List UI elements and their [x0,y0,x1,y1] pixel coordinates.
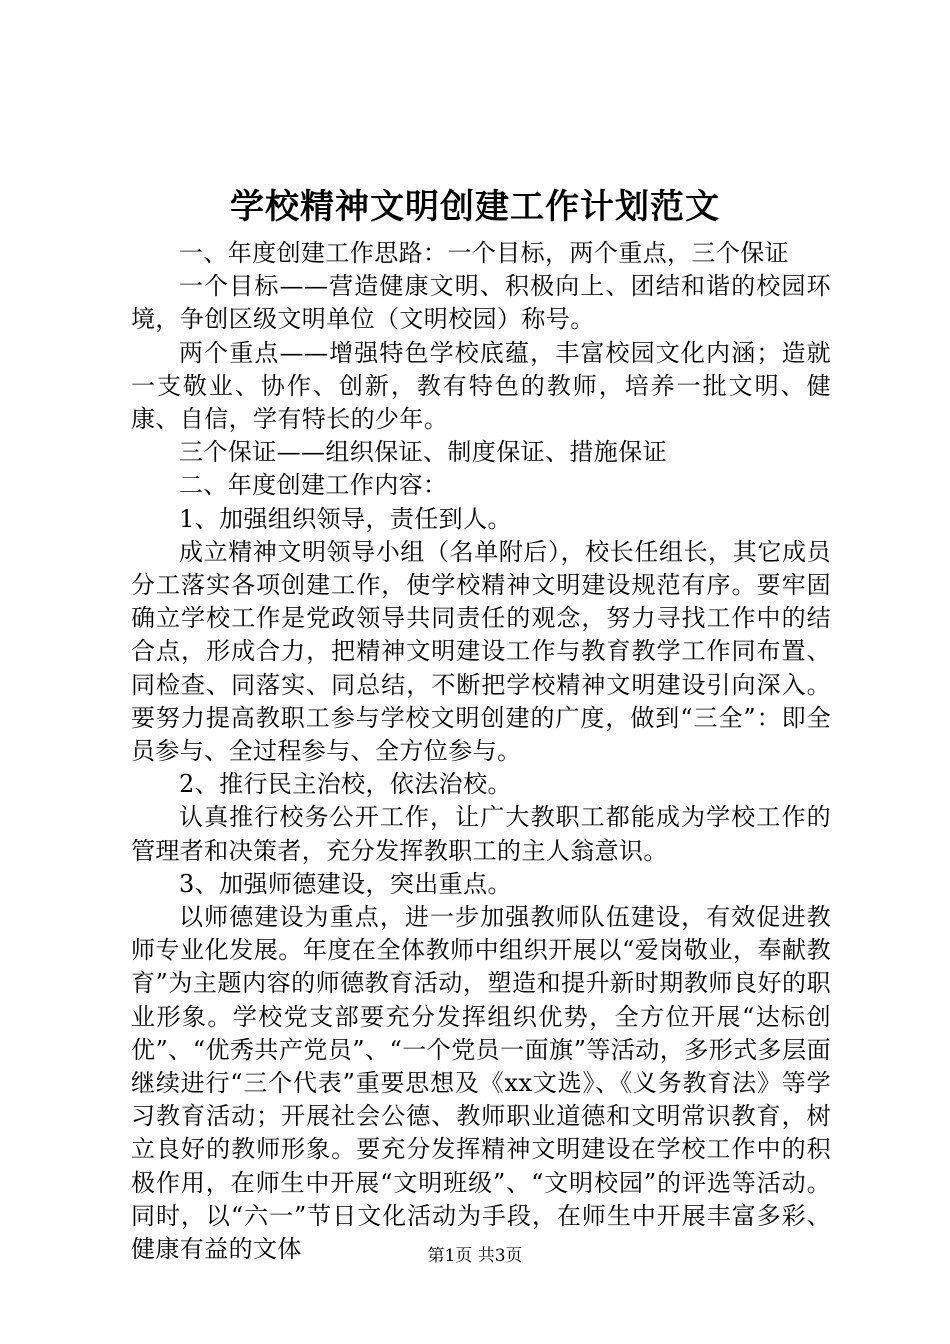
paragraph: 三个保证——组织保证、制度保证、措施保证 [179,438,667,467]
paragraph: 二、年度创建工作内容： [179,471,448,500]
paragraph: 3、加强师德建设，突出重点。 [179,869,512,898]
document-title: 学校精神文明创建工作计划范文 [230,187,720,227]
page-footer: 第1页 共3页 [427,1246,523,1266]
paragraph: 一个目标——营造健康文明、积极向上、团结和谐的校园环境，争创区级文明单位（文明校园）称号。 [131,272,831,334]
paragraph: 1、加强组织领导，责任到人。 [179,504,512,533]
paragraph: 认真推行校务公开工作，让广大教职工都能成为学校工作的管理者和决策者，充分发挥教职工的主人翁意识。 [131,803,831,865]
paragraph: 两个重点——增强特色学校底蕴，丰富校园文化内涵；造就一支敬业、协作、创新，教有特色的教师，培养一批文明、健康、自信，学有特长的少年。 [131,338,831,434]
paragraph: 以师德建设为重点，进一步加强教师队伍建设，有效促进教师专业化发展。年度在全体教师中组织开展以“爱岗敬业，奉献教育”为主题内容的师德教育活动，塑造和提升新时期教师良好的职业形象。学校党支部要充分发挥组织优势，全方位开展“达标创优”、“优秀共产党员”、“一个党员一面旗”等活动，多形式多层面继续进行“三个代表”重要思想及《xx文选》、《义务教育法》等学习教育活动；开展社会公德、教师职业道德和文明常识教育，树立良好的教师形象。要充分发挥精神文明建设在学校工作中的积极作用，在师生中开展“文明班级”、“文明校园”的评选等活动。同时，以“六一”节日文化活动为手段，在师生中开展丰富多彩、健康有益的文体 [131,903,831,1264]
paragraph: 一、年度创建工作思路：一个目标，两个重点，三个保证 [179,239,789,267]
paragraph: 2、推行民主治校，依法治校。 [179,770,512,799]
document-body [131,237,831,1266]
paragraph: 成立精神文明领导小组（名单附后），校长任组长，其它成员分工落实各项创建工作，使学校精神文明建设规范有序。要牢固确立学校工作是党政领导共同责任的观念，努力寻找工作中的结合点，形成合力，把精神文明建设工作与教育教学工作同布置、同检查、同落实、同总结，不断把学校精神文明建设引向深入。要努力提高教职工参与学校文明创建的广度，做到“三全”：即全员参与、全过程参与、全方位参与。 [131,537,831,766]
